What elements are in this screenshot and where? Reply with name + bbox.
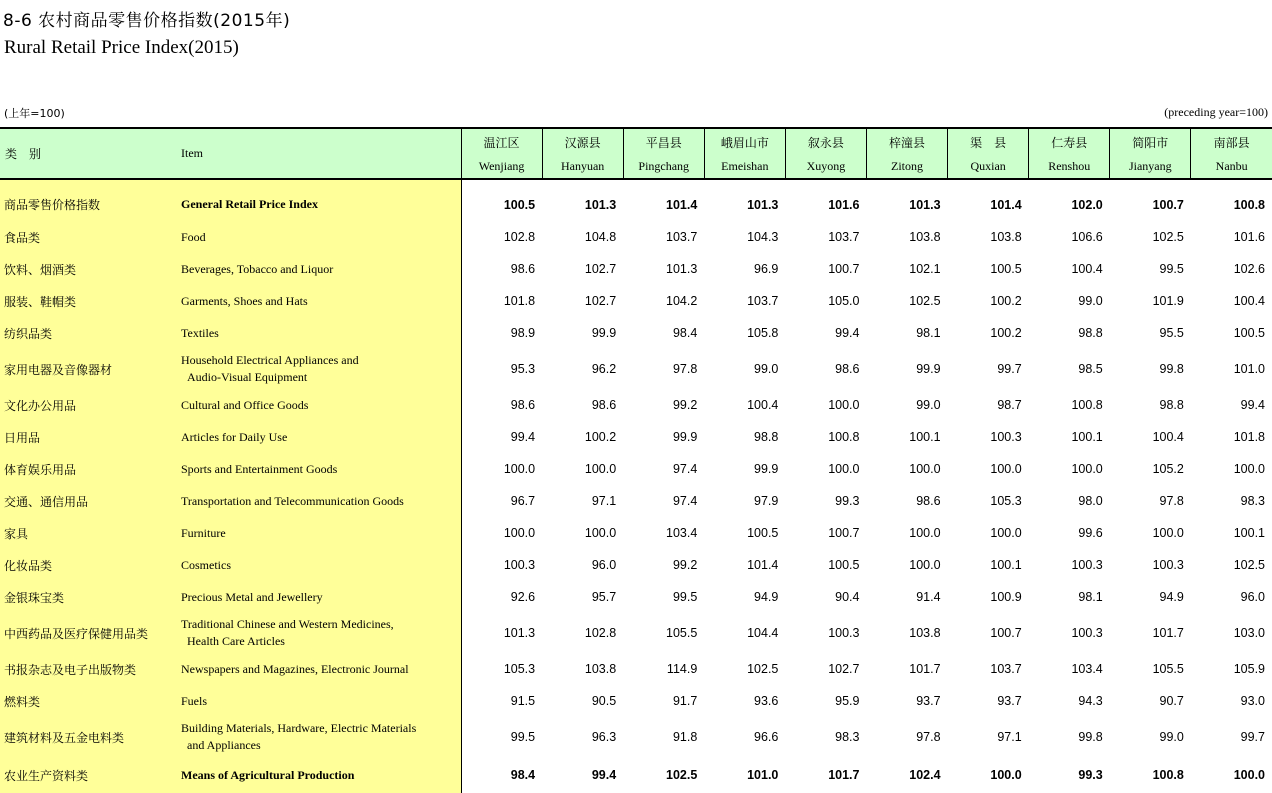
value-cell: 99.0 [754, 362, 779, 376]
table-row [0, 685, 1272, 717]
value-cell: 100.0 [1233, 462, 1265, 476]
value-cell: 102.4 [866, 757, 947, 793]
value-cell: 104.2 [666, 294, 698, 308]
value-cell: 98.8 [1159, 398, 1184, 412]
value-cell: 100.8 [1071, 398, 1103, 412]
value-cell: 98.1 [916, 326, 941, 340]
value-cell: 101.4 [747, 558, 779, 572]
value-cell: 100.3 [1152, 558, 1184, 572]
table-row [0, 349, 1272, 389]
value-cell: 99.7 [1240, 730, 1265, 744]
header-item: Item [178, 128, 461, 179]
value-cell: 94.9 [754, 590, 779, 604]
header-region-en: Jianyang [1128, 159, 1172, 173]
value-cell: 95.7 [591, 590, 617, 604]
row-item [178, 717, 461, 757]
value-cell: 99.2 [672, 398, 698, 412]
value-cell: 102.5 [909, 294, 941, 308]
value-cell: 100.0 [828, 462, 860, 476]
value-cell: 99.4 [1240, 398, 1265, 412]
value-cell: 100.3 [828, 626, 860, 640]
row-item [178, 549, 461, 581]
value-cell: 102.7 [584, 262, 617, 276]
value-cell: 100.0 [1191, 757, 1272, 793]
row-category: 文化办公用品 [0, 389, 178, 421]
value-cell: 100.0 [948, 757, 1029, 793]
value-cell: 100.5 [503, 197, 536, 212]
row-category: 书报杂志及电子出版物类 [0, 653, 178, 685]
row-category: 家具 [0, 517, 178, 549]
value-cell: 98.8 [1078, 326, 1103, 340]
value-cell: 93.0 [1240, 694, 1265, 708]
value-cell: 97.8 [916, 730, 941, 744]
table-row [0, 453, 1272, 485]
header-region-cn: 平昌县 [645, 136, 682, 150]
value-cell: 100.5 [990, 262, 1022, 276]
value-cell: 98.4 [672, 326, 698, 340]
row-item [178, 581, 461, 613]
row-category: 中西药品及医疗保健用品类 [0, 613, 178, 653]
row-item-line: Traditional Chinese and Western Medicines, [181, 617, 394, 631]
value-cell: 91.8 [672, 730, 698, 744]
row-item-line: Textiles [181, 325, 219, 340]
value-cell: 100.0 [584, 526, 617, 540]
value-cell: 95.3 [510, 362, 536, 376]
value-cell: 100.3 [990, 430, 1022, 444]
value-cell: 103.7 [747, 294, 779, 308]
value-cell: 100.2 [990, 294, 1022, 308]
header-region-cn: 温江区 [483, 136, 520, 150]
value-cell: 99.0 [1159, 730, 1184, 744]
value-cell: 96.9 [754, 262, 779, 276]
value-cell: 93.7 [997, 694, 1022, 708]
value-cell: 98.3 [1240, 494, 1265, 508]
header-region [623, 128, 704, 179]
row-item-line: Precious Metal and Jewellery [181, 589, 323, 604]
value-cell: 99.2 [672, 558, 698, 572]
header-region [1110, 128, 1191, 179]
value-cell: 97.1 [997, 730, 1022, 744]
value-cell: 101.8 [1233, 430, 1265, 444]
page-title-cn: 8-6 农村商品零售价格指数(2015年) [3, 11, 291, 31]
value-cell: 105.8 [747, 326, 779, 340]
value-cell: 96.3 [591, 730, 617, 744]
row-item [178, 685, 461, 717]
value-cell: 100.5 [747, 526, 779, 540]
value-cell: 101.6 [828, 197, 860, 212]
row-category: 商品零售价格指数 [0, 179, 178, 221]
row-category: 家用电器及音像器材 [0, 349, 178, 389]
value-cell: 100.8 [1233, 197, 1265, 212]
value-cell: 100.7 [1152, 197, 1184, 212]
value-cell: 103.4 [666, 526, 698, 540]
value-cell: 100.3 [503, 558, 536, 572]
header-region [461, 128, 542, 179]
row-item [178, 221, 461, 253]
row-category: 燃料类 [0, 685, 178, 717]
row-item-line: Articles for Daily Use [181, 429, 288, 444]
value-cell: 103.4 [1071, 662, 1103, 676]
header-region-en: Nanbu [1215, 159, 1248, 173]
value-cell: 114.9 [666, 662, 698, 676]
table-row [0, 317, 1272, 349]
value-cell: 100.7 [828, 262, 860, 276]
header-region [1029, 128, 1110, 179]
value-cell: 100.5 [1233, 326, 1265, 340]
value-cell: 98.9 [510, 326, 536, 340]
value-cell: 105.0 [828, 294, 860, 308]
value-cell: 98.6 [835, 362, 860, 376]
table-row [0, 179, 1272, 221]
value-cell: 91.5 [510, 694, 536, 708]
value-cell: 96.6 [754, 730, 779, 744]
value-cell: 98.4 [461, 757, 542, 793]
value-cell: 103.8 [909, 230, 941, 244]
value-cell: 100.1 [990, 558, 1022, 572]
value-cell: 91.7 [672, 694, 698, 708]
value-cell: 93.6 [754, 694, 779, 708]
row-item [178, 453, 461, 485]
value-cell: 103.8 [584, 662, 617, 676]
value-cell: 100.0 [503, 462, 536, 476]
row-item [178, 757, 461, 793]
header-region [948, 128, 1029, 179]
value-cell: 100.0 [503, 526, 536, 540]
value-cell: 101.3 [584, 197, 617, 212]
value-cell: 98.1 [1078, 590, 1103, 604]
value-cell: 97.8 [672, 362, 698, 376]
value-cell: 106.6 [1071, 230, 1103, 244]
header-region-en: Xuyong [806, 159, 846, 173]
value-cell: 96.7 [510, 494, 536, 508]
row-item [178, 517, 461, 549]
value-cell: 102.5 [623, 757, 704, 793]
value-cell: 99.5 [510, 730, 536, 744]
value-cell: 101.8 [503, 294, 536, 308]
value-cell: 100.3 [1071, 626, 1103, 640]
row-category: 纺织品类 [0, 317, 178, 349]
value-cell: 100.5 [828, 558, 860, 572]
value-cell: 92.6 [510, 590, 536, 604]
value-cell: 101.0 [1233, 362, 1265, 376]
value-cell: 98.3 [835, 730, 860, 744]
row-category: 体育娱乐用品 [0, 453, 178, 485]
header-region [785, 128, 866, 179]
row-item-line: Household Electrical Appliances and [181, 353, 359, 367]
header-region-en: Hanyuan [560, 159, 605, 173]
value-cell: 100.7 [828, 526, 860, 540]
value-cell: 98.7 [997, 398, 1022, 412]
row-item-line: Cultural and Office Goods [181, 397, 309, 412]
table-body [0, 179, 1272, 793]
value-cell: 103.8 [990, 230, 1022, 244]
value-cell: 98.8 [754, 430, 779, 444]
value-cell: 99.8 [1078, 730, 1103, 744]
header-region-en: Pingchang [638, 159, 690, 173]
value-cell: 98.5 [1078, 362, 1103, 376]
row-item [178, 421, 461, 453]
row-category: 服装、鞋帽类 [0, 285, 178, 317]
value-cell: 102.5 [747, 662, 779, 676]
header-region-cn: 梓潼县 [889, 136, 926, 150]
value-cell: 97.9 [754, 494, 779, 508]
value-cell: 103.8 [909, 626, 941, 640]
table-row [0, 581, 1272, 613]
value-cell: 105.3 [503, 662, 536, 676]
value-cell: 90.7 [1159, 694, 1184, 708]
value-cell: 102.7 [828, 662, 860, 676]
value-cell: 97.4 [672, 462, 698, 476]
header-region [866, 128, 947, 179]
value-cell: 99.9 [591, 326, 617, 340]
value-cell: 103.7 [990, 662, 1022, 676]
row-item [178, 613, 461, 653]
value-cell: 100.4 [747, 398, 779, 412]
value-cell: 100.2 [584, 430, 617, 444]
row-item-line: Fuels [181, 693, 208, 708]
row-item-line: Newspapers and Magazines, Electronic Journal [181, 661, 409, 676]
value-cell: 100.1 [909, 430, 941, 444]
row-item [178, 253, 461, 285]
value-cell: 97.1 [591, 494, 617, 508]
value-cell: 102.1 [909, 262, 941, 276]
value-cell: 100.1 [1071, 430, 1103, 444]
value-cell: 99.3 [835, 494, 860, 508]
value-cell: 95.5 [1159, 326, 1184, 340]
value-cell: 100.0 [909, 462, 941, 476]
value-cell: 94.3 [1078, 694, 1103, 708]
value-cell: 100.4 [1233, 294, 1265, 308]
row-item [178, 389, 461, 421]
page-title-en: Rural Retail Price Index(2015) [4, 37, 239, 58]
value-cell: 99.8 [1159, 362, 1184, 376]
value-cell: 100.2 [990, 326, 1022, 340]
value-cell: 101.4 [666, 197, 698, 212]
value-cell: 105.5 [666, 626, 698, 640]
header-region-en: Renshou [1048, 159, 1091, 173]
value-cell: 105.5 [1152, 662, 1184, 676]
value-cell: 90.4 [835, 590, 860, 604]
value-cell: 98.6 [510, 398, 536, 412]
header-region-en: Wenjiang [478, 159, 525, 173]
value-cell: 95.9 [835, 694, 860, 708]
value-cell: 96.0 [591, 558, 617, 572]
value-cell: 93.7 [916, 694, 941, 708]
row-category: 化妆品类 [0, 549, 178, 581]
value-cell: 99.9 [754, 462, 779, 476]
value-cell: 100.0 [909, 558, 941, 572]
value-cell: 102.0 [1071, 197, 1103, 212]
row-item-line: Transportation and Telecommunication Goods [181, 493, 404, 508]
row-item [178, 285, 461, 317]
row-category: 建筑材料及五金电料类 [0, 717, 178, 757]
value-cell: 100.0 [990, 526, 1022, 540]
row-item-line: General Retail Price Index [181, 197, 318, 211]
table-row [0, 485, 1272, 517]
row-category: 交通、通信用品 [0, 485, 178, 517]
value-cell: 102.7 [584, 294, 617, 308]
value-cell: 99.7 [997, 362, 1022, 376]
header-region-en: Emeishan [721, 159, 769, 173]
header-region-cn: 简阳市 [1132, 136, 1169, 150]
value-cell: 101.3 [503, 626, 536, 640]
unit-note-en: (preceding year=100) [1164, 105, 1268, 119]
value-cell: 101.3 [747, 197, 779, 212]
row-category: 金银珠宝类 [0, 581, 178, 613]
row-item [178, 179, 461, 221]
value-cell: 91.4 [916, 590, 941, 604]
value-cell: 100.1 [1233, 526, 1265, 540]
row-item [178, 317, 461, 349]
value-cell: 99.4 [835, 326, 860, 340]
row-item-line: Means of Agricultural Production [181, 767, 355, 782]
unit-note-cn: (上年=100) [4, 107, 65, 120]
header-category: 类 别 [0, 128, 178, 179]
table-row [0, 253, 1272, 285]
row-item-line: Audio-Visual Equipment [187, 370, 308, 384]
row-item-line: Furniture [181, 525, 226, 540]
value-cell: 103.7 [666, 230, 698, 244]
value-cell: 101.4 [990, 197, 1022, 212]
row-item [178, 653, 461, 685]
value-cell: 103.7 [828, 230, 860, 244]
value-cell: 99.3 [1029, 757, 1110, 793]
value-cell: 104.4 [747, 626, 779, 640]
value-cell: 105.3 [990, 494, 1022, 508]
value-cell: 100.0 [909, 526, 941, 540]
table-header-row [0, 128, 1272, 179]
value-cell: 102.8 [584, 626, 617, 640]
row-item-line: Beverages, Tobacco and Liquor [181, 261, 334, 276]
row-item-line: Garments, Shoes and Hats [181, 293, 308, 308]
value-cell: 100.0 [584, 462, 617, 476]
value-cell: 90.5 [591, 694, 617, 708]
value-cell: 104.8 [584, 230, 617, 244]
value-cell: 100.4 [1152, 430, 1184, 444]
header-region-cn: 渠 县 [970, 136, 1007, 150]
value-cell: 101.0 [704, 757, 785, 793]
value-cell: 100.0 [1152, 526, 1184, 540]
value-cell: 101.6 [1233, 230, 1265, 244]
row-category: 饮料、烟酒类 [0, 253, 178, 285]
value-cell: 99.5 [672, 590, 698, 604]
value-cell: 102.8 [503, 230, 536, 244]
value-cell: 99.0 [1078, 294, 1103, 308]
value-cell: 100.8 [1110, 757, 1191, 793]
table-row [0, 757, 1272, 793]
value-cell: 99.0 [916, 398, 941, 412]
value-cell: 105.9 [1233, 662, 1265, 676]
value-cell: 100.9 [990, 590, 1022, 604]
header-region-en: Zitong [891, 159, 924, 173]
table-row [0, 717, 1272, 757]
value-cell: 101.7 [785, 757, 866, 793]
value-cell: 98.6 [510, 262, 536, 276]
value-cell: 99.4 [542, 757, 623, 793]
value-cell: 99.6 [1078, 526, 1103, 540]
row-item-line: Food [181, 229, 206, 244]
value-cell: 98.6 [591, 398, 617, 412]
value-cell: 100.3 [1071, 558, 1103, 572]
row-item-line: Health Care Articles [187, 634, 285, 648]
table-row [0, 285, 1272, 317]
value-cell: 99.9 [672, 430, 698, 444]
value-cell: 100.0 [990, 462, 1022, 476]
value-cell: 100.0 [828, 398, 860, 412]
row-category: 日用品 [0, 421, 178, 453]
value-cell: 100.8 [828, 430, 860, 444]
value-cell: 97.4 [672, 494, 698, 508]
table-row [0, 613, 1272, 653]
value-cell: 94.9 [1159, 590, 1184, 604]
table-row [0, 653, 1272, 685]
table-row [0, 421, 1272, 453]
row-category: 农业生产资料类 [0, 757, 178, 793]
header-region-en: Quxian [970, 159, 1006, 173]
row-item [178, 349, 461, 389]
price-index-table [0, 127, 1272, 793]
value-cell: 100.4 [1071, 262, 1103, 276]
table-row [0, 389, 1272, 421]
row-category: 食品类 [0, 221, 178, 253]
row-item-line: Sports and Entertainment Goods [181, 461, 338, 476]
header-region [542, 128, 623, 179]
table-row [0, 221, 1272, 253]
value-cell: 96.2 [591, 362, 617, 376]
header-region [1191, 128, 1272, 179]
value-cell: 98.0 [1078, 494, 1103, 508]
value-cell: 101.3 [666, 262, 698, 276]
value-cell: 98.6 [916, 494, 941, 508]
value-cell: 104.3 [747, 230, 779, 244]
header-region-cn: 汉源县 [564, 136, 601, 150]
header-region [704, 128, 785, 179]
header-region-cn: 南部县 [1213, 136, 1250, 150]
row-item-line: and Appliances [187, 738, 261, 752]
value-cell: 102.5 [1152, 230, 1184, 244]
header-region-cn: 叙永县 [807, 136, 844, 150]
table-row [0, 549, 1272, 581]
value-cell: 101.7 [1152, 626, 1184, 640]
value-cell: 100.0 [1071, 462, 1103, 476]
row-item [178, 485, 461, 517]
value-cell: 101.7 [909, 662, 941, 676]
value-cell: 101.3 [909, 197, 941, 212]
header-region-cn: 仁寿县 [1051, 136, 1088, 150]
value-cell: 105.2 [1152, 462, 1184, 476]
table-row [0, 517, 1272, 549]
value-cell: 99.4 [510, 430, 536, 444]
header-region-cn: 峨眉山市 [720, 136, 769, 150]
row-item-line: Building Materials, Hardware, Electric Materials [181, 721, 417, 735]
value-cell: 100.7 [990, 626, 1022, 640]
value-cell: 102.6 [1233, 262, 1265, 276]
value-cell: 101.9 [1152, 294, 1184, 308]
value-cell: 99.5 [1159, 262, 1184, 276]
value-cell: 102.5 [1233, 558, 1265, 572]
value-cell: 96.0 [1240, 590, 1265, 604]
value-cell: 99.9 [916, 362, 941, 376]
value-cell: 103.0 [1233, 626, 1265, 640]
value-cell: 97.8 [1159, 494, 1184, 508]
row-item-line: Cosmetics [181, 557, 231, 572]
